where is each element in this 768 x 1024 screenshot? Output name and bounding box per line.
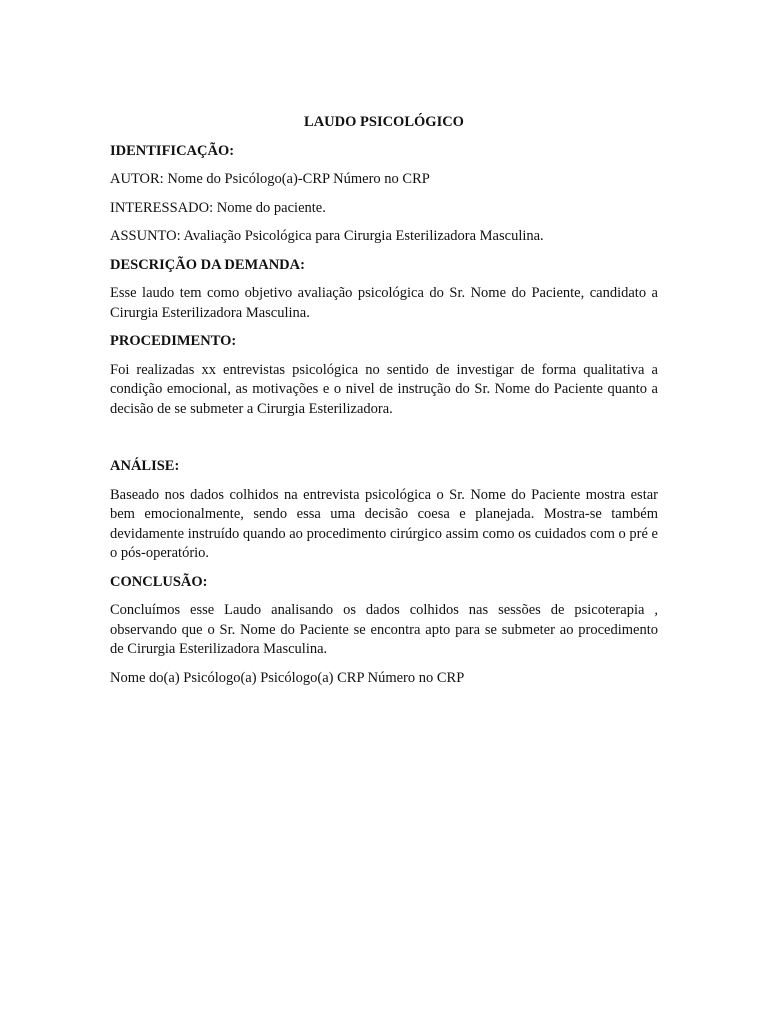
assunto-line: ASSUNTO: Avaliação Psicológica para Cirurgia Esterilizadora Masculina. [110,228,544,244]
procedimento-paragraph: Foi realizadas xx entrevistas psicológica no sentido de investigar de forma qualitativa a condição emocional, as motivações e o nivel de instrução do Sr. Nome do Paciente quanto a decisão de se submeter a Cirurgia Esterilizadora. [110,361,658,417]
analise-heading: ANÁLISE: [110,458,180,474]
procedimento-heading: PROCEDIMENTO: [110,333,237,349]
section-spacer [110,428,658,457]
autor-line: AUTOR: Nome do Psicólogo(a)-CRP Número no CRP [110,171,430,187]
identificacao-heading: IDENTIFICAÇÃO: [110,142,235,159]
analise-paragraph: Baseado nos dados colhidos na entrevista psicológica o Sr. Nome do Paciente mostra estar bem emocionalmente, sendo essa uma decisão coesa e planejada. Mostra-se também devidamente instruído quando ao procedimento cirúrgico assim como os cuidados com o pré e o pós-operatório. [110,486,658,561]
signature-line: Nome do(a) Psicólogo(a) Psicólogo(a) CRP Número no CRP [110,669,465,686]
demanda-heading: DESCRIÇÃO DA DEMANDA: [110,256,305,273]
conclusao-paragraph: Concluímos esse Laudo analisando os dados colhidos nas sessões de psicoterapia , observando que o Sr. Nome do Paciente se encontra apto para se submeter ao procedimento de Cirurgia Esterilizadora Masculina. [110,602,658,657]
conclusao-heading: CONCLUSÃO: [110,573,208,590]
demanda-paragraph: Esse laudo tem como objetivo avaliação psicológica do Sr. Nome do Paciente, candidato a Cirurgia Esterilizadora Masculina. [110,285,658,321]
document-title: LAUDO PSICOLÓGICO [304,114,464,130]
interessado-line: INTERESSADO: Nome do paciente. [110,199,326,216]
document-page [110,113,658,697]
